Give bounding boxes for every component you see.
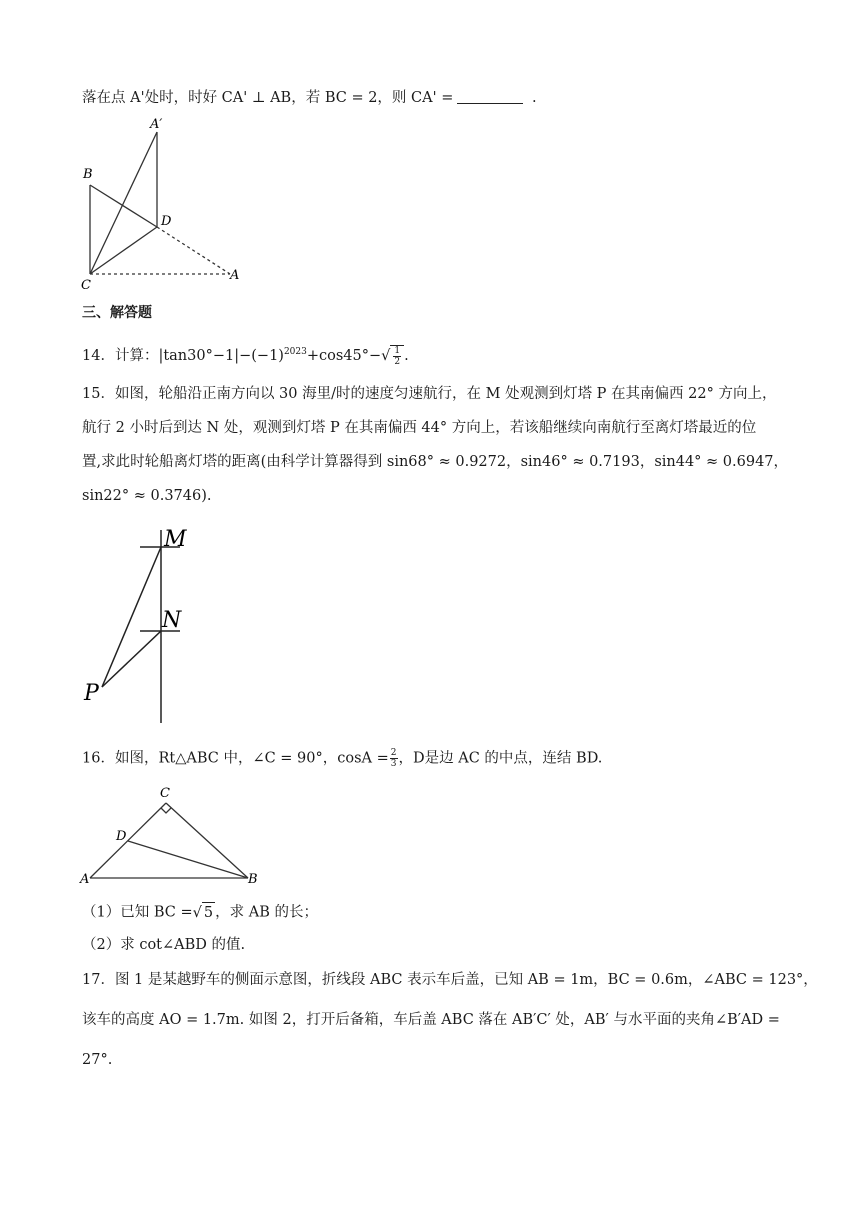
label-A-prime: A′	[150, 117, 163, 132]
figure-q16	[78, 782, 278, 892]
q16-frac-den: 3	[390, 759, 397, 769]
q13-line	[82, 88, 537, 108]
q17-line1: 17．图 1 是某越野车的侧面示意图，折线段 ABC 表示车后盖，已知 AB = 1m，BC = 0.6m，∠ABC = 123°，	[82, 972, 818, 988]
q15-line1: 15．如图，轮船沿正南方向以 30 海里/时的速度匀速航行，在 M 处观测到灯塔 P 在其南偏西 22° 方向上，	[82, 386, 777, 402]
section-title: 三、解答题	[82, 305, 152, 321]
q14-line	[82, 342, 409, 367]
q14-frac-num: 1	[394, 345, 401, 356]
label-C: C	[81, 278, 91, 293]
q15-line3: 置,求此时轮船离灯塔的距离(由科学计算器得到 sin68° ≈ 0.9272，sin46° ≈ 0.7193，sin44° ≈ 0.6947，	[82, 454, 789, 470]
label-B: B	[83, 167, 93, 182]
q16-frac-num: 2	[390, 748, 397, 758]
label-M: M	[164, 527, 187, 552]
q13-tail: .	[527, 90, 537, 106]
label-D: D	[161, 214, 172, 229]
segment-MP	[102, 547, 161, 687]
sqrt-fraction: √ $\frac{1}{2}$	[381, 345, 404, 367]
label-C: C	[160, 786, 170, 801]
q14-end: .	[404, 347, 409, 364]
q13-text: 落在点 A'处时，时好 CA' ⊥ AB，若 BC = 2，则 CA' =	[82, 90, 454, 106]
q14-frac-den: 2	[394, 356, 401, 367]
label-D: D	[116, 829, 127, 844]
q16-part1	[82, 902, 318, 923]
sqrt-five: √ 5	[193, 902, 215, 923]
q16-1-b: ，求 AB 的长；	[215, 904, 318, 921]
figure-q13	[78, 112, 258, 292]
segment-AC	[90, 803, 166, 878]
label-A: A	[230, 268, 240, 283]
segment-CB	[166, 803, 248, 878]
q15-line2: 航行 2 小时后到达 N 处，观测到灯塔 P 在其南偏西 44° 方向上，若该船继续向南航行至离灯塔最近的位	[82, 420, 757, 436]
q14-num: 14．	[82, 347, 115, 364]
segment-BD	[90, 185, 157, 227]
figure-q15	[80, 525, 220, 725]
q17-line3: 27°.	[82, 1052, 113, 1068]
q15-line4: sin22° ≈ 0.3746).	[82, 488, 212, 504]
q16-b: ，D是边 AC 的中点，连结 BD.	[398, 750, 603, 767]
segment-DB	[128, 841, 248, 878]
segment-CD	[90, 227, 157, 274]
q16-line	[82, 748, 602, 769]
label-B: B	[248, 872, 258, 887]
segment-NP	[102, 631, 161, 687]
q16-a: 16．如图，Rt△ABC 中，∠C = 90°，cosA =	[82, 750, 389, 767]
q16-1-a: （1）已知 BC =	[82, 904, 193, 921]
q16-1-rad: 5	[202, 902, 215, 923]
q14-mid: +cos45°−	[306, 347, 382, 364]
label-N: N	[162, 608, 182, 633]
right-angle-mark	[161, 808, 171, 813]
q16-part2: （2）求 cot∠ABD 的值.	[82, 937, 246, 953]
q14-prefix: 计算：|tan30°−1|−(−1)	[114, 347, 284, 364]
segment-CA-prime	[90, 132, 157, 274]
segment-DA-dashed	[157, 227, 230, 274]
cos-fraction	[390, 748, 398, 769]
q17-line2: 该车的高度 AO = 1.7m. 如图 2，打开后备箱，车后盖 ABC 落在 AB′C′ 处，AB′ 与水平面的夹角∠B′AD =	[82, 1012, 780, 1028]
label-A: A	[80, 872, 90, 887]
answer-blank[interactable]	[457, 89, 523, 104]
q14-exponent: 2023	[283, 347, 307, 357]
label-P: P	[84, 681, 99, 706]
